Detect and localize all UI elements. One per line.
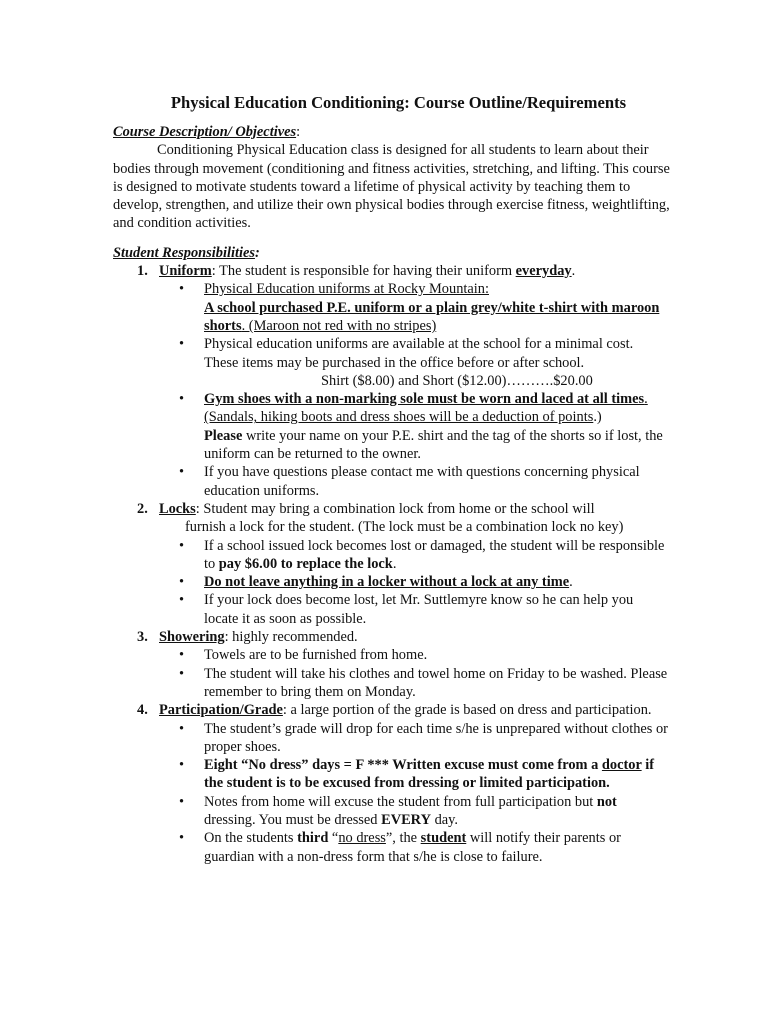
- showering-bullets: [159, 646, 670, 701]
- bullet-icon: •: [179, 537, 185, 554]
- list-item: • Physical education uniforms are available at the school for a minimal cost. These items may be purchased in the office before or after school. Shirt ($8.00) and Short ($12.00)……….$20.00: [204, 335, 670, 390]
- list-item: • Gym shoes with a non-marking sole must be worn and laced at all times. (Sandals, hiking boots and dress shoes will be a deduction of points.) Please write your name on your P.E. shirt and the tag of the shorts so if lost, the uniform can be returned to the owner.: [179, 391, 663, 463]
- showering-heading: Showering: [159, 629, 225, 646]
- bullet-icon: •: [179, 281, 185, 298]
- locks-heading: Locks: [159, 500, 196, 517]
- bullet-icon: •: [179, 757, 185, 774]
- bullet-icon: •: [179, 647, 185, 664]
- responsibilities-heading: Student Responsibilities: [113, 244, 255, 261]
- bullet-icon: •: [179, 574, 185, 591]
- list-item: • The student’s grade will drop for each time s/he is unprepared without clothes or proper shoes.: [179, 720, 668, 755]
- course-description-text: Conditioning Physical Education class is designed for all students to learn about their bodies through movement (conditioning and fitness activities, stretching, and lifting. This course is designed to motivate students toward a lifetime of physical activity by teaching them to develop, strengthen, and utilize their own physical bodies through exercise fitness, weightlifting, and condition activities.: [113, 142, 670, 232]
- uniform-price-line: Shirt ($8.00) and Short ($12.00)……….$20.00: [321, 372, 593, 389]
- item-number: 4.: [137, 702, 148, 719]
- list-item: • On the students third “no dress”, the student will notify their parents or guardian with a non-dress form that s/he is close to failure.: [179, 830, 621, 865]
- locks-bullets: [159, 537, 670, 628]
- responsibilities-heading-line: Student Responsibilities:: [113, 244, 260, 261]
- list-item: • Towels are to be furnished from home.: [179, 647, 428, 664]
- participation-bullets: [159, 720, 670, 866]
- responsibility-showering: 3. Showering: highly recommended. • Towels are to be furnished from home. • The student will take his clothes and towel home on Friday to be washed. Please remember to bring them on Monday.: [159, 628, 670, 701]
- item-number: 1.: [137, 263, 148, 280]
- bullet-icon: •: [179, 336, 185, 353]
- list-item: • Do not leave anything in a locker without a lock at any time.: [179, 574, 573, 591]
- responsibility-locks: 2. Locks: Student may bring a combination lock from home or the school will furnish a lock for the student. (The lock must be a combination lock no key) • If a school issued lock becomes lost or damaged, the student will be responsible to pay $6.00 to replace the lock. • Do not leave anything in a locker without a lock at any time. • If your lock does become lost, let Mr. Suttlemyre know so he can help you locate it as soon as possible.: [159, 500, 670, 628]
- item-number: 3.: [137, 629, 148, 646]
- bullet-icon: •: [179, 464, 185, 481]
- bullet-icon: •: [179, 391, 185, 408]
- list-item: • If your lock does become lost, let Mr. Suttlemyre know so he can help you locate it as soon as possible.: [179, 592, 634, 627]
- responsibilities-list: [113, 262, 670, 866]
- list-item: • Eight “No dress” days = F *** Written excuse must come from a doctor if the student is to be excused from dressing or limited participation.: [179, 757, 655, 792]
- list-item: • If a school issued lock becomes lost or damaged, the student will be responsible to pay $6.00 to replace the lock.: [179, 537, 665, 572]
- bullet-icon: •: [179, 793, 185, 810]
- list-item: • The student will take his clothes and towel home on Friday to be washed. Please remember to bring them on Monday.: [179, 665, 668, 700]
- responsibility-uniform: 1. Uniform: The student is responsible for having their uniform everyday. • Physical Education uniforms at Rocky Mountain: A school purchased P.E. uniform or a plain grey/white t-shirt with maroon shorts. (Maroon not red with no stripes) • Physical education uniforms are available at the school for a minimal cost. These items may be purchased in the office before or after school. Shirt ($8.00) and Short ($12.00)……….$20.00 • Gym shoes with a non-marking sole must be worn and laced at all times. (Sandals, hiking boots and dress shoes will be a deduction of points.) Please write your name on your P.E. shirt and the tag of the shorts so if lost, the uniform can be returned to the owner. • If you have questions please contact me with questions concerning physical education uniforms.: [159, 262, 670, 500]
- list-item: • Notes from home will excuse the student from full participation but not dressing. You must be dressed EVERY day.: [179, 793, 617, 828]
- page-title: Physical Education Conditioning: Course Outline/Requirements: [170, 93, 627, 112]
- bullet-icon: •: [179, 720, 185, 737]
- list-item: • If you have questions please contact me with questions concerning physical education uniforms.: [179, 464, 640, 499]
- uniform-bullets: [159, 280, 670, 500]
- uniform-heading: Uniform: [159, 263, 212, 280]
- course-description-heading: Course Description/ Objectives: [113, 124, 297, 140]
- bullet-icon: •: [179, 592, 185, 609]
- bullet-icon: •: [179, 830, 185, 847]
- bullet-icon: •: [179, 665, 185, 682]
- list-item: • Physical Education uniforms at Rocky Mountain: A school purchased P.E. uniform or a plain grey/white t-shirt with maroon shorts. (Maroon not red with no stripes): [179, 281, 660, 334]
- course-description-heading-line: Course Description/ Objectives:: [113, 124, 301, 140]
- item-number: 2.: [137, 500, 148, 517]
- participation-heading: Participation/Grade: [159, 702, 283, 719]
- responsibility-participation: 4. Participation/Grade: a large portion of the grade is based on dress and participation. • The student’s grade will drop for each time s/he is unprepared without clothes or proper shoes. • Eight “No dress” days = F *** Written excuse must come from a doctor if the student is to be excused from dressing or limited participation. • Notes from home will excuse the student from full participation but not dressing. You must be dressed EVERY day. • On the students third “no dress”, the student will notify their parents or guardian with a non-dress form that s/he is close to failure.: [159, 701, 670, 866]
